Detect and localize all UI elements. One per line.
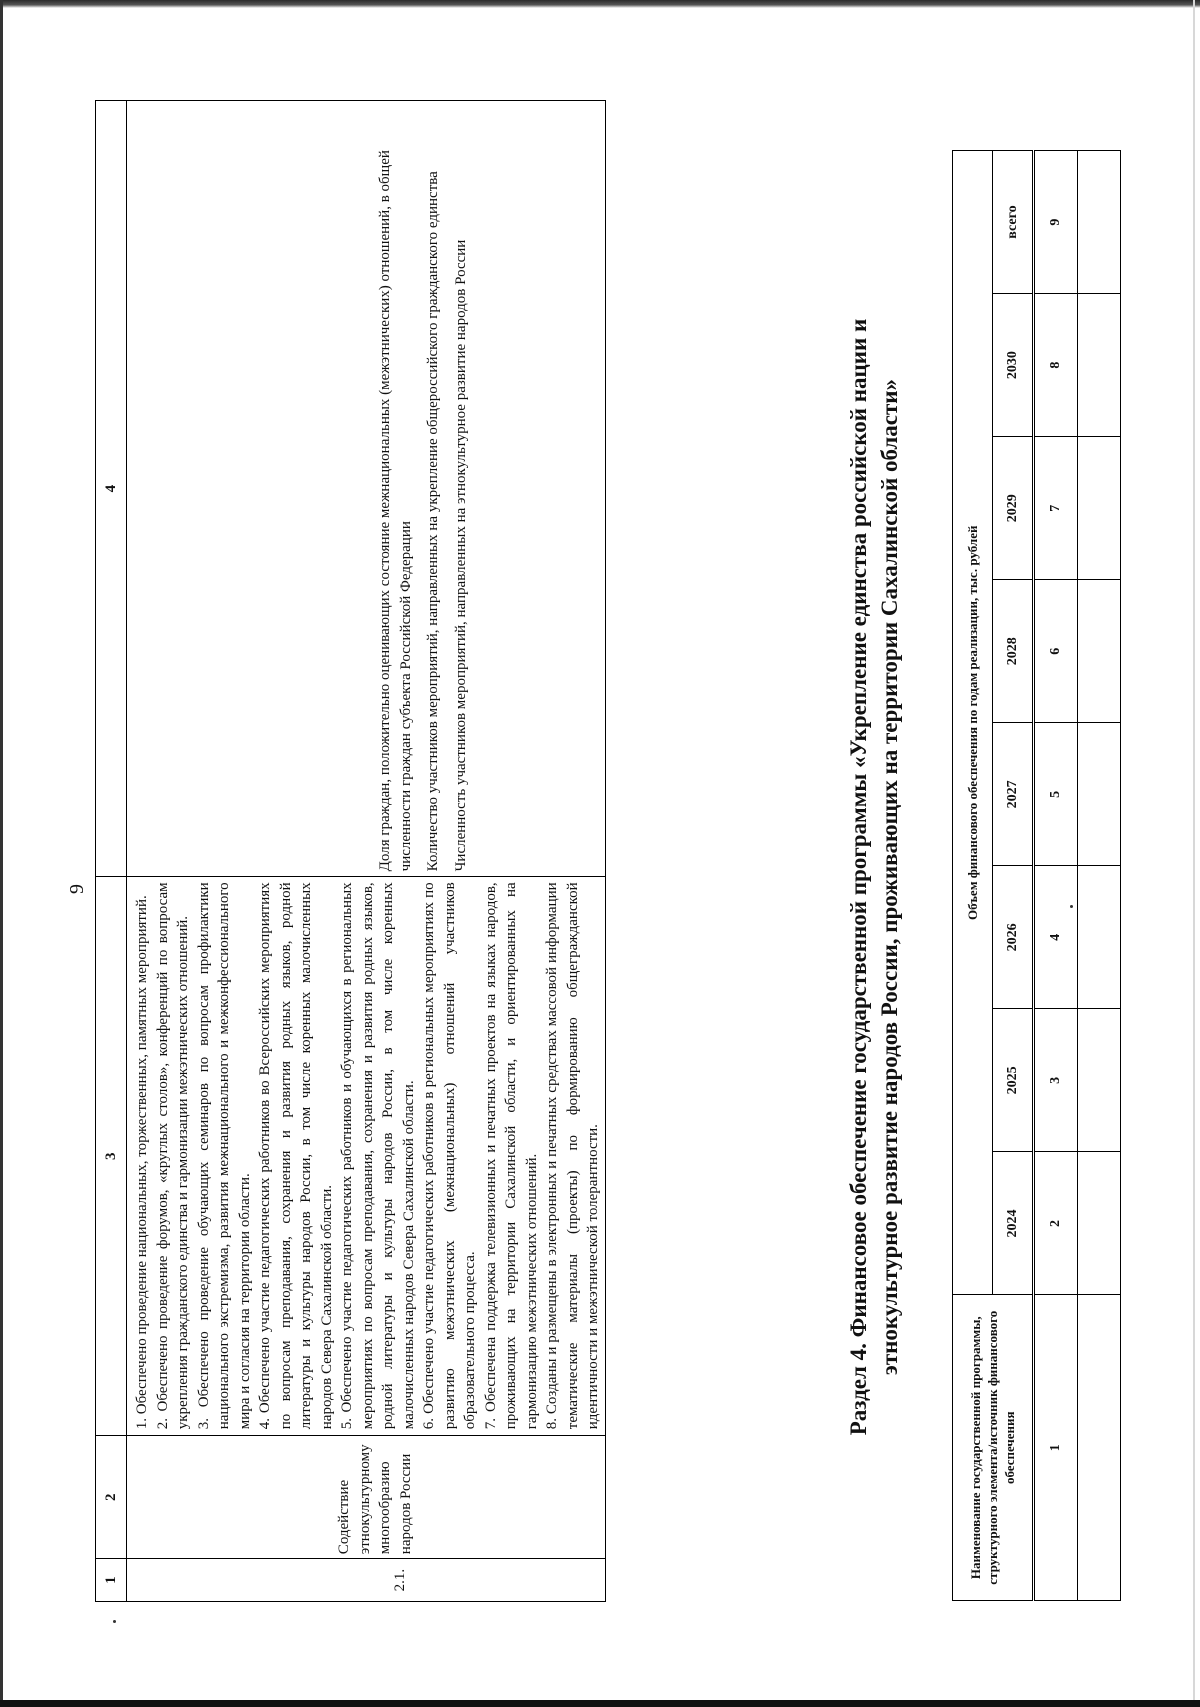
event-item: 7. Обеспечена поддержка телевизионных и печатных проектов на языках народов, проживающих на территории Сахалинской области, и ориентированных на гармонизацию межэтнических отношений.: [482, 882, 540, 1430]
col-number: 8: [1034, 294, 1078, 437]
section-title-line-2: этнокультурное развитие народов России, проживающих на территории Сахалинской области»: [877, 378, 902, 1376]
empty-cell: [1078, 437, 1121, 580]
col-number: 7: [1034, 437, 1078, 580]
events-cell: [127, 877, 606, 1436]
empty-cell: [1078, 866, 1121, 1009]
header-col-1: 1: [96, 1559, 127, 1602]
finance-volume-header: Объем финансового обеспечения по годам реализации, тыс. рублей: [953, 151, 993, 1295]
event-item: 6. Обеспечено участие педагогических работников в региональных мероприятиях по развитию межэтнических (межнациональных) отношений участников образовательного процесса.: [421, 882, 478, 1430]
events-table: [95, 100, 606, 1602]
year-2027: 2027: [993, 723, 1034, 866]
events-list: [128, 878, 604, 1434]
indicator-item: Доля граждан, положительно оценивающих состояние межнациональных (межэтнических) отношений, в общей численности граждан субъекта Российской Федерации: [377, 150, 414, 872]
indicators-list: [128, 102, 471, 875]
empty-cell: [1078, 1009, 1121, 1152]
year-2024: 2024: [993, 1152, 1034, 1295]
indicators-cell: [127, 101, 606, 877]
year-2026: 2026: [993, 866, 1034, 1009]
table-header-row: [96, 101, 127, 1602]
empty-cell: [1078, 580, 1121, 723]
event-item: 2. Обеспечено проведение форумов, «круглых столов», конференций по вопросам укрепления гражданского единства и гармонизации межэтнических отношений.: [154, 882, 191, 1430]
col-number: 5: [1034, 723, 1078, 866]
empty-cell: [1078, 294, 1121, 437]
section-title-line-1: Раздел 4. Финансовое обеспечение государственной программы «Укрепление единства российской нации и: [846, 318, 871, 1436]
year-total: всего: [993, 151, 1034, 294]
empty-cell: [1078, 1295, 1121, 1601]
empty-cell: [1078, 1152, 1121, 1295]
col-number: 6: [1034, 580, 1078, 723]
indicator-item: Численность участников мероприятий, направленных на этнокультурное развитие народов России: [452, 239, 469, 872]
header-col-4: 4: [96, 101, 127, 877]
finance-col-number-row: [1034, 151, 1078, 1601]
event-item: 5. Обеспечено участие педагогических работников и обучающихся в региональных мероприятиях по вопросам преподавания, сохранения и развития родных языков, родной литературы и культуры народов России, в том числе коренных малочисленных народов Севера Сахалинской области.: [339, 882, 417, 1430]
year-2025: 2025: [993, 1009, 1034, 1152]
event-item: 4. Обеспечено участие педагогических работников во Всероссийских мероприятиях по вопросам преподавания, сохранения и развития родных языков, родной литературы и культуры народов России, в том числе коренных малочисленных народов Севера Сахалинской области.: [257, 882, 335, 1430]
row-number-cell: [127, 1559, 606, 1602]
event-item: 3. Обеспечено проведение обучающих семинаров по вопросам профилактики национального экстремизма, развития межнационального и межконфессионального мира и согласия на территории области.: [195, 882, 253, 1430]
col-number: 3: [1034, 1009, 1078, 1152]
row-number: 2.1.: [392, 1568, 408, 1592]
finance-empty-row: [1078, 151, 1121, 1601]
col-number: 4: [1034, 866, 1078, 1009]
year-2029: 2029: [993, 437, 1034, 580]
event-item: 8. Созданы и размещены в электронных и печатных средствах массовой информации тематические материалы (проекты) по формированию общегражданской идентичности и межэтнической толерантности.: [544, 882, 601, 1430]
goal-cell: [127, 1436, 606, 1559]
finance-name-header: Наименование государственной программы, структурного элемента/источник финансового обеспечения: [953, 1295, 1034, 1601]
col-number: 1: [1034, 1295, 1078, 1601]
header-col-3: 3: [96, 877, 127, 1436]
table-row: [127, 101, 606, 1602]
empty-cell: [1078, 723, 1121, 866]
indicator-item: Количество участников мероприятий, направленных на укрепление общероссийского гражданского единства: [425, 171, 441, 872]
event-item: 1. Обеспечено проведение национальных, торжественных, памятных мероприятий.: [134, 895, 150, 1430]
page-number: 9: [66, 884, 88, 894]
year-2028: 2028: [993, 580, 1034, 723]
goal-text: Содействие этнокультурному многообразию народов России: [336, 1444, 414, 1555]
empty-cell: [1078, 151, 1121, 294]
section-title: [843, 197, 905, 1557]
col-number: 2: [1034, 1152, 1078, 1295]
finance-table: [952, 150, 1121, 1601]
col-number: 9: [1034, 151, 1078, 294]
year-2030: 2030: [993, 294, 1034, 437]
finance-header-row: [953, 151, 993, 1601]
header-col-2: 2: [96, 1436, 127, 1559]
